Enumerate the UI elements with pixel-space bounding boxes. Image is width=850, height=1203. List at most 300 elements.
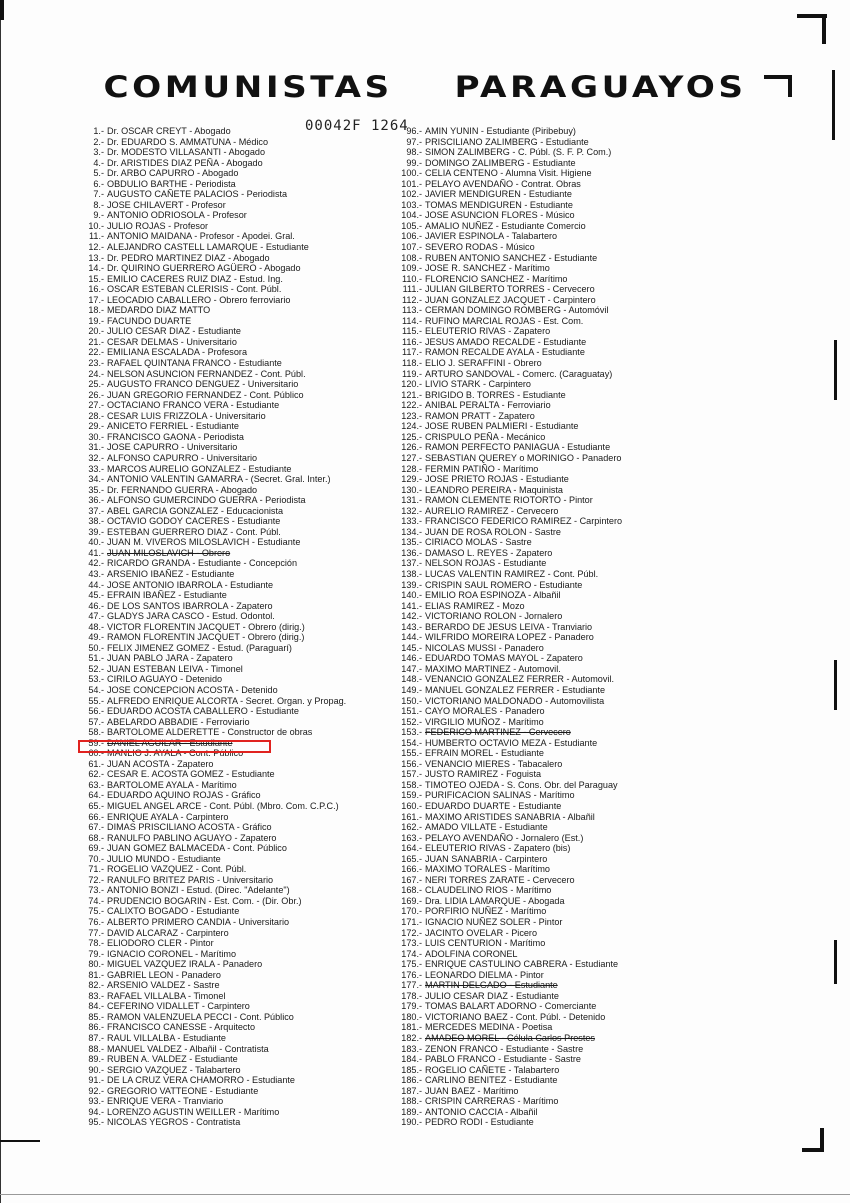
list-item xyxy=(395,748,825,759)
entry-number: 33.- xyxy=(88,463,104,474)
entry-number: 46.- xyxy=(88,600,104,611)
entry-text: ANTONIO MAIDANA - Profesor - Apodei. Gral. xyxy=(107,231,295,242)
entry-text: JUAN GREGORIO FERNANDEZ - Cont. Público xyxy=(107,389,304,400)
list-item xyxy=(395,643,825,654)
list-item xyxy=(395,653,825,664)
list-item xyxy=(395,959,825,970)
entry-text: ANTONIO CACCIA - Albañil xyxy=(425,1106,538,1117)
list-item xyxy=(395,1012,825,1023)
entry-number: 63.- xyxy=(88,779,104,790)
entry-number: 38.- xyxy=(88,516,104,527)
entry-number: 86.- xyxy=(88,1022,104,1033)
archive-stamp: 00042F 1264 xyxy=(305,118,409,134)
entry-text: ROGELIO CAÑETE - Talabartero xyxy=(425,1064,560,1075)
entry-text: ABELARDO ABBADIE - Ferroviario xyxy=(107,716,250,727)
list-item xyxy=(395,221,825,232)
entry-number: 92.- xyxy=(88,1085,104,1096)
entry-number: 59.- xyxy=(88,737,104,748)
entry-text: ELIO J. SERAFFINI - Obrero xyxy=(425,358,542,369)
entry-text: EFRAIN IBAÑEZ - Estudiante xyxy=(107,590,227,601)
list-item xyxy=(395,991,825,1002)
member-list-right xyxy=(395,126,825,1128)
list-item xyxy=(80,137,410,148)
list-item xyxy=(395,263,825,274)
entry-number: 30.- xyxy=(88,431,104,442)
list-item xyxy=(80,590,410,601)
entry-text: CESAR DELMAS - Universitario xyxy=(107,336,237,347)
list-item xyxy=(395,474,825,485)
list-item xyxy=(80,643,410,654)
list-item xyxy=(80,168,410,179)
entry-text: TOMAS BALART ADORNO - Comerciante xyxy=(425,1001,597,1012)
entry-text: LUIS CENTURION - Marítimo xyxy=(425,938,546,949)
entry-text: DE LA CRUZ VERA CHAMORRO - Estudiante xyxy=(107,1075,295,1086)
entry-number: 44.- xyxy=(88,579,104,590)
list-item xyxy=(395,928,825,939)
entry-number: 35.- xyxy=(88,484,104,495)
entry-number: 116.- xyxy=(401,336,422,347)
entry-number: 50.- xyxy=(88,642,104,653)
entry-text: CELIA CENTENO - Alumna Visit. Higiene xyxy=(425,168,592,179)
entry-text: RAMON PRATT - Zapatero xyxy=(425,410,535,421)
list-item xyxy=(80,864,410,875)
entry-text: DAVID ALCARAZ - Carpintero xyxy=(107,927,229,938)
list-item xyxy=(80,147,410,158)
entry-number: 15.- xyxy=(88,273,104,284)
entry-text: EDUARDO ACOSTA CABALLERO - Estudiante xyxy=(107,706,299,717)
entry-number: 42.- xyxy=(88,558,104,569)
entry-number: 130.- xyxy=(401,484,422,495)
list-item xyxy=(80,558,410,569)
entry-text: EDUARDO TOMAS MAYOL - Zapatero xyxy=(425,653,583,664)
entry-text: SEBASTIAN QUEREY o MORINIGO - Panadero xyxy=(425,452,622,463)
entry-number: 37.- xyxy=(88,505,104,516)
list-item xyxy=(80,769,410,780)
crop-mark xyxy=(834,940,837,984)
list-item xyxy=(80,1012,410,1023)
entry-number: 103.- xyxy=(401,199,422,210)
entry-number: 13.- xyxy=(88,252,104,263)
entry-number: 72.- xyxy=(88,874,104,885)
entry-text: LEANDRO PEREIRA - Maquinista xyxy=(425,484,563,495)
list-item xyxy=(395,833,825,844)
list-item xyxy=(80,126,410,137)
entry-number: 125.- xyxy=(401,431,422,442)
entry-number: 29.- xyxy=(88,421,104,432)
entry-number: 67.- xyxy=(88,822,104,833)
list-item xyxy=(395,200,825,211)
entry-number: 122.- xyxy=(401,400,422,411)
entry-number: 175.- xyxy=(401,959,422,970)
entry-text: EMILIO CACERES RUIZ DIAZ - Estud. Ing. xyxy=(107,273,283,284)
entry-text: NICOLAS MUSSI - Panadero xyxy=(425,642,544,653)
entry-text: RUFINO MARCIAL ROJAS - Est. Com. xyxy=(425,315,584,326)
entry-number: 131.- xyxy=(401,495,422,506)
entry-number: 88.- xyxy=(88,1043,104,1054)
list-item xyxy=(395,326,825,337)
entry-number: 3.- xyxy=(93,147,104,158)
list-item xyxy=(395,147,825,158)
list-item xyxy=(395,896,825,907)
entry-number: 168.- xyxy=(401,885,422,896)
list-item xyxy=(80,316,410,327)
entry-text: FERMIN PATIÑO - Marítimo xyxy=(425,463,539,474)
entry-text: CEFERINO VIDALLET - Carpintero xyxy=(107,1001,250,1012)
entry-number: 82.- xyxy=(88,980,104,991)
entry-text: ADOLFINA CORONEL xyxy=(425,948,518,959)
entry-number: 31.- xyxy=(88,442,104,453)
entry-text: EDUARDO DUARTE - Estudiante xyxy=(425,801,562,811)
entry-number: 121.- xyxy=(401,389,422,400)
entry-number: 118.- xyxy=(401,358,422,369)
entry-text: JOSE RUBEN PALMIERI - Estudiante xyxy=(425,421,579,432)
entry-text: DAMASO L. REYES - Zapatero xyxy=(425,547,553,558)
list-item xyxy=(80,601,410,612)
entry-number: 183.- xyxy=(401,1043,422,1054)
entry-text: JAVIER ESPINOLA - Talabartero xyxy=(425,231,558,242)
entry-number: 137.- xyxy=(401,558,422,569)
entry-number: 139.- xyxy=(401,579,422,590)
list-item xyxy=(395,696,825,707)
entry-text: IGNACIO NUÑEZ SOLER - Pintor xyxy=(425,917,563,928)
list-item xyxy=(395,812,825,823)
list-item xyxy=(395,622,825,633)
list-item xyxy=(80,896,410,907)
list-item xyxy=(80,843,410,854)
entry-number: 78.- xyxy=(88,938,104,949)
entry-number: 66.- xyxy=(88,811,104,822)
entry-number: 68.- xyxy=(88,832,104,843)
entry-text: PRUDENCIO BOGARIN - Est. Com. - (Dir. Obr.) xyxy=(107,895,302,906)
list-item xyxy=(395,790,825,801)
entry-text: JOSE ANTONIO IBARROLA - Estudiante xyxy=(107,579,274,590)
entry-text: MAXIMO ARISTIDES SANABRIA - Albañil xyxy=(425,811,595,822)
list-item xyxy=(395,1044,825,1055)
list-item xyxy=(395,558,825,569)
entry-text: CARLINO BENITEZ - Estudiante xyxy=(425,1075,558,1086)
entry-number: 179.- xyxy=(401,1001,422,1012)
entry-number: 109.- xyxy=(401,263,422,274)
entry-number: 108.- xyxy=(401,252,422,263)
entry-text: RAMON PERFECTO PANIAGUA - Estudiante xyxy=(425,442,611,453)
entry-number: 164.- xyxy=(401,843,422,854)
list-item xyxy=(395,1075,825,1086)
entry-number: 71.- xyxy=(88,864,104,875)
entry-text: JUAN ACOSTA - Zapatero xyxy=(107,758,214,769)
entry-number: 152.- xyxy=(401,716,422,727)
list-item xyxy=(395,537,825,548)
entry-text: JUAN GONZALEZ JACQUET - Carpintero xyxy=(425,294,596,305)
entry-text: ESTEBAN GUERRERO DIAZ - Cont. Públ. xyxy=(107,526,281,537)
entry-text: EMILIANA ESCALADA - Profesora xyxy=(107,347,247,358)
list-item xyxy=(80,263,410,274)
entry-text: PABLO FRANCO - Estudiante - Sastre xyxy=(425,1054,581,1065)
entry-text: FRANCISCO GAONA - Periodista xyxy=(107,431,244,442)
list-item xyxy=(395,980,825,991)
entry-number: 187.- xyxy=(401,1085,422,1096)
entry-text: MAXIMO TORALES - Marítimo xyxy=(425,864,550,875)
entry-text: ABEL GARCIA GONZALEZ - Educacionista xyxy=(107,505,284,516)
list-item xyxy=(395,801,825,812)
entry-number: 162.- xyxy=(401,822,422,833)
entry-number: 98.- xyxy=(406,147,422,158)
list-item xyxy=(395,210,825,221)
entry-number: 184.- xyxy=(401,1054,422,1065)
entry-text: Dr. QUIRINO GUERRERO AGÜERO - Abogado xyxy=(107,263,301,274)
entry-text: JUAN PABLO JARA - Zapatero xyxy=(107,653,233,664)
list-item xyxy=(80,189,410,200)
list-item xyxy=(80,253,410,264)
entry-number: 160.- xyxy=(401,801,422,811)
entry-text: Dr. ARISTIDES DIAZ PEÑA - Abogado xyxy=(107,157,263,168)
list-item xyxy=(80,970,410,981)
entry-number: 167.- xyxy=(401,874,422,885)
entry-text: OBDULIO BARTHE - Periodista xyxy=(107,178,236,189)
entry-text: AUGUSTO FRANCO DENGUEZ - Universitario xyxy=(107,379,299,390)
entry-number: 100.- xyxy=(401,168,422,179)
list-item xyxy=(80,727,410,738)
entry-number: 81.- xyxy=(88,969,104,980)
entry-number: 114.- xyxy=(401,315,422,326)
list-item xyxy=(80,495,410,506)
entry-number: 5.- xyxy=(93,168,104,179)
entry-text: VICTOR FLORENTIN JACQUET - Obrero (dirig.) xyxy=(107,621,305,632)
entry-text: RAMON VALENZUELA PECCI - Cont. Público xyxy=(107,1011,294,1022)
entry-text: Dr. ARBO CAPURRO - Abogado xyxy=(107,168,239,179)
list-item xyxy=(80,400,410,411)
entry-text: OSCAR ESTEBAN CLERISIS - Cont. Públ. xyxy=(107,284,282,295)
list-item xyxy=(395,949,825,960)
entry-text: MANUEL VALDEZ - Albañil - Contratista xyxy=(107,1043,269,1054)
list-item xyxy=(395,1001,825,1012)
list-item xyxy=(80,696,410,707)
entry-text: FLORENCIO SANCHEZ - Marítimo xyxy=(425,273,568,284)
entry-number: 20.- xyxy=(88,326,104,337)
entry-text: RANULFO BRITEZ PARIS - Universitario xyxy=(107,874,274,885)
list-item xyxy=(395,769,825,780)
entry-number: 95.- xyxy=(88,1117,104,1128)
list-item xyxy=(395,231,825,242)
entry-text: JOSE CAPURRO - Universitario xyxy=(107,442,238,453)
entry-text: EFRAIN MOREL - Estudiante xyxy=(425,748,544,759)
entry-number: 4.- xyxy=(93,157,104,168)
list-item xyxy=(80,442,410,453)
list-item xyxy=(80,210,410,221)
entry-text: DE LOS SANTOS IBARROLA - Zapatero xyxy=(107,600,273,611)
crop-mark xyxy=(822,14,826,44)
list-item xyxy=(395,864,825,875)
entry-number: 16.- xyxy=(88,284,104,295)
entry-number: 107.- xyxy=(401,242,422,253)
entry-number: 174.- xyxy=(401,948,422,959)
list-item xyxy=(395,1033,825,1044)
list-item xyxy=(80,390,410,401)
entry-text: LUCAS VALENTIN RAMIREZ - Cont. Públ. xyxy=(425,568,599,579)
entry-text: JULIO CESAR DIAZ - Estudiante xyxy=(425,990,559,1001)
entry-text: MARCOS AURELIO GONZALEZ - Estudiante xyxy=(107,463,292,474)
entry-number: 136.- xyxy=(401,547,422,558)
entry-text: ARSENIO IBAÑEZ - Estudiante xyxy=(107,568,235,579)
entry-text: JULIAN GILBERTO TORRES - Cervecero xyxy=(425,284,595,295)
entry-number: 177.- xyxy=(401,980,422,991)
entry-text: NELSON ROJAS - Estudiante xyxy=(425,558,547,569)
entry-number: 25.- xyxy=(88,379,104,390)
entry-number: 146.- xyxy=(401,653,422,664)
list-item xyxy=(395,875,825,886)
list-item xyxy=(80,242,410,253)
list-item xyxy=(395,442,825,453)
list-item xyxy=(80,854,410,865)
entry-number: 79.- xyxy=(88,948,104,959)
list-item xyxy=(80,432,410,443)
entry-text: ALFONSO GUMERCINDO GUERRA - Periodista xyxy=(107,495,306,506)
entry-number: 17.- xyxy=(88,294,104,305)
list-item xyxy=(80,1086,410,1097)
entry-text: JUAN SANABRIA - Carpintero xyxy=(425,853,548,864)
entry-number: 117.- xyxy=(401,347,422,358)
entry-text: CRISPIN CARRERAS - Marítimo xyxy=(425,1096,559,1107)
entry-number: 11.- xyxy=(89,231,104,242)
entry-number: 126.- xyxy=(401,442,422,453)
list-item xyxy=(80,200,410,211)
entry-number: 138.- xyxy=(401,568,422,579)
entry-number: 166.- xyxy=(401,864,422,875)
entry-text: JOSE R. SANCHEZ - Marítimo xyxy=(425,263,550,274)
entry-text: OCTACIANO FRANCO VERA - Estudiante xyxy=(107,400,280,411)
entry-number: 22.- xyxy=(88,347,104,358)
entry-text: Dr. EDUARDO S. AMMATUNA - Médico xyxy=(107,136,269,147)
entry-number: 135.- xyxy=(401,537,422,548)
list-item xyxy=(395,432,825,443)
list-item xyxy=(395,674,825,685)
entry-number: 120.- xyxy=(401,379,422,390)
entry-text: Dr. FERNANDO GUERRA - Abogado xyxy=(107,484,258,495)
entry-number: 53.- xyxy=(88,674,104,685)
list-item xyxy=(395,506,825,517)
list-item xyxy=(80,1054,410,1065)
list-item xyxy=(395,421,825,432)
list-item xyxy=(395,632,825,643)
entry-number: 75.- xyxy=(88,906,104,917)
list-item xyxy=(395,843,825,854)
entry-number: 26.- xyxy=(88,389,104,400)
entry-text: CIRIACO MOLAS - Sastre xyxy=(425,537,532,548)
list-item xyxy=(80,337,410,348)
entry-number: 124.- xyxy=(401,421,422,432)
entry-number: 151.- xyxy=(401,706,422,717)
entry-number: 61.- xyxy=(88,758,104,769)
entry-text: DOMINGO ZALIMBERG - Estudiante xyxy=(425,157,576,168)
entry-number: 74.- xyxy=(88,895,104,906)
list-item xyxy=(395,179,825,190)
entry-number: 87.- xyxy=(88,1033,104,1044)
list-item xyxy=(395,1022,825,1033)
entry-text: ARSENIO VALDEZ - Sastre xyxy=(107,980,220,991)
list-item xyxy=(80,653,410,664)
entry-text: CESAR E. ACOSTA GOMEZ - Estudiante xyxy=(107,769,275,780)
entry-number: 47.- xyxy=(88,611,104,622)
list-item xyxy=(395,453,825,464)
entry-text: ALBERTO PRIMERO CANDIA - Universitario xyxy=(107,917,290,928)
entry-text: CESAR LUIS FRIZZOLA - Universitario xyxy=(107,410,266,421)
list-item xyxy=(80,221,410,232)
list-item xyxy=(80,231,410,242)
entry-text: RAFAEL QUINTANA FRANCO - Estudiante xyxy=(107,358,282,369)
scan-corner-mark xyxy=(0,0,24,20)
list-item xyxy=(395,253,825,264)
list-item xyxy=(80,685,410,696)
list-item xyxy=(395,358,825,369)
list-item xyxy=(80,812,410,823)
entry-text: IGNACIO CORONEL - Marítimo xyxy=(107,948,237,959)
entry-text: CAYO MORALES - Panadero xyxy=(425,706,545,717)
crop-mark xyxy=(834,660,837,710)
entry-text: ANTONIO ODRIOSOLA - Profesor xyxy=(107,210,247,221)
list-item xyxy=(395,137,825,148)
entry-text: ENRIQUE AYALA - Carpintero xyxy=(107,811,229,822)
entry-text: VICTORIANO ROLON - Jornalero xyxy=(425,611,563,622)
list-item xyxy=(395,938,825,949)
list-item xyxy=(80,358,410,369)
list-item xyxy=(80,759,410,770)
list-item xyxy=(80,790,410,801)
entry-text: RAFAEL VILLALBA - Timonel xyxy=(107,990,226,1001)
entry-number: 145.- xyxy=(401,642,422,653)
entry-number: 49.- xyxy=(88,632,104,643)
list-item xyxy=(80,485,410,496)
entry-text: OCTAVIO GODOY CACERES - Estudiante xyxy=(107,516,281,527)
list-item xyxy=(395,1086,825,1097)
list-item xyxy=(395,685,825,696)
entry-number: 65.- xyxy=(88,801,104,811)
list-item xyxy=(80,1033,410,1044)
entry-text: TIMOTEO OJEDA - S. Cons. Obr. del Paraguay xyxy=(425,779,618,790)
entry-number: 60.- xyxy=(88,748,104,759)
entry-text: SEVERO RODAS - Músico xyxy=(425,242,535,253)
list-item xyxy=(395,485,825,496)
entry-text: FRANCISCO FEDERICO RAMIREZ - Carpintero xyxy=(425,516,623,527)
entry-text: LEONARDO DIELMA - Pintor xyxy=(425,969,544,980)
list-item xyxy=(395,611,825,622)
entry-text: PEDRO RODI - Estudiante xyxy=(425,1117,534,1128)
entry-text: ANICETO FERRIEL - Estudiante xyxy=(107,421,239,432)
entry-number: 170.- xyxy=(401,906,422,917)
entry-text: SIMON ZALIMBERG - C. Públ. (S. F. P. Com.) xyxy=(425,147,612,158)
entry-number: 173.- xyxy=(401,938,422,949)
entry-number: 106.- xyxy=(401,231,422,242)
entry-number: 23.- xyxy=(88,358,104,369)
entry-number: 9.- xyxy=(93,210,104,221)
list-item xyxy=(80,274,410,285)
scan-bottom-line xyxy=(0,1194,850,1195)
list-item xyxy=(395,727,825,738)
entry-number: 172.- xyxy=(401,927,422,938)
entry-number: 40.- xyxy=(88,537,104,548)
list-item xyxy=(395,601,825,612)
entry-text: Dr. PEDRO MARTINEZ DIAZ - Abogado xyxy=(107,252,270,263)
entry-text: RAMON FLORENTIN JACQUET - Obrero (dirig.) xyxy=(107,632,305,643)
list-item xyxy=(395,1065,825,1076)
entry-number: 54.- xyxy=(88,684,104,695)
list-item xyxy=(80,717,410,728)
entry-text: JULIO CESAR DIAZ - Estudiante xyxy=(107,326,241,337)
entry-text: CERMAN DOMINGO ROMBERG - Automóvil xyxy=(425,305,609,316)
entry-text: JUAN BAEZ - Marítimo xyxy=(425,1085,519,1096)
entry-text: AURELIO RAMIREZ - Cervecero xyxy=(425,505,559,516)
entry-number: 24.- xyxy=(88,368,104,379)
entry-number: 112.- xyxy=(401,294,422,305)
entry-text: ALEJANDRO CASTELL LAMARQUE - Estudiante xyxy=(107,242,309,253)
